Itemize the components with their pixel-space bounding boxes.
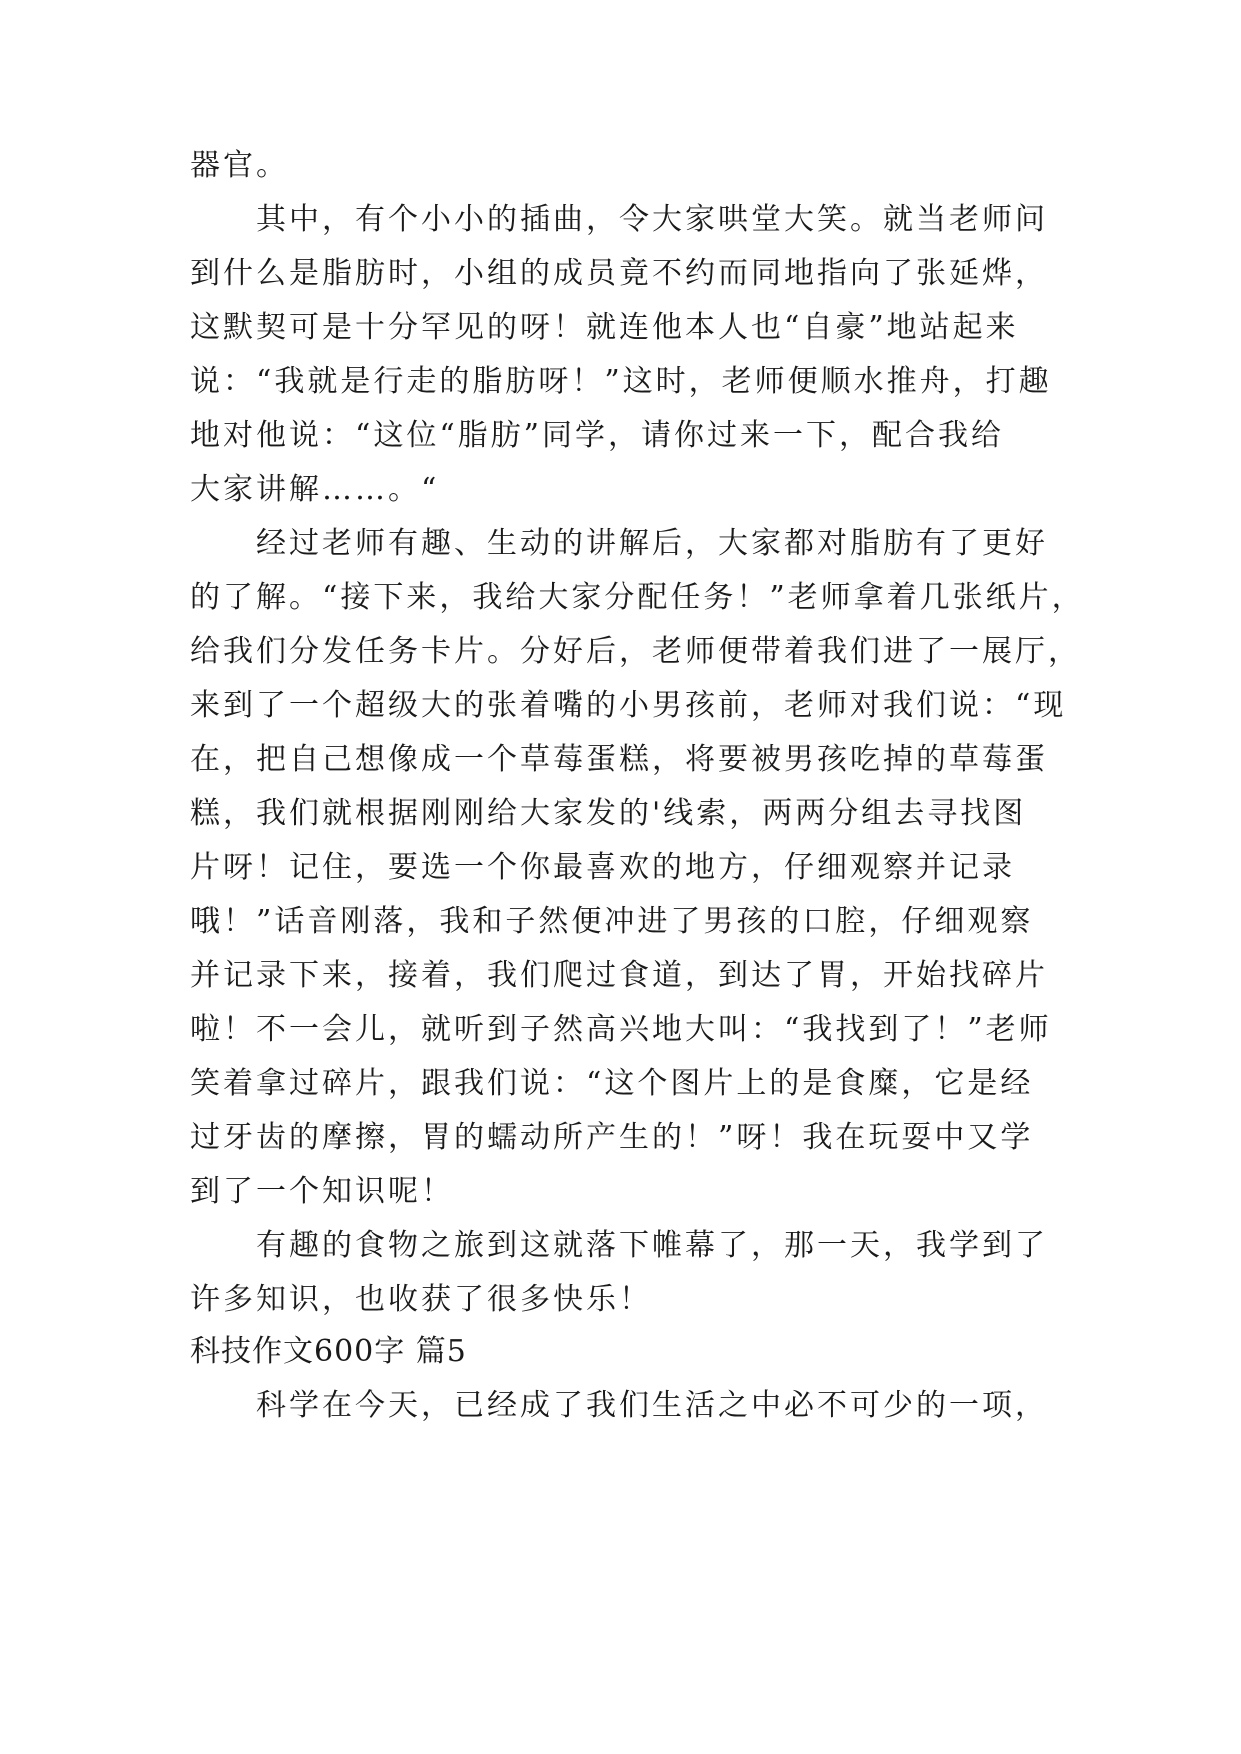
text-line: 笑着拿过碎片，跟我们说：“这个图片上的是食糜，它是经	[190, 1066, 1034, 1101]
text-line: 其中，有个小小的插曲，令大家哄堂大笑。就当老师问	[256, 202, 1048, 237]
text-line: 哦！”话音刚落，我和子然便冲进了男孩的口腔，仔细观察	[190, 904, 1034, 939]
text-line: 来到了一个超级大的张着嘴的小男孩前，老师对我们说：“现	[190, 688, 1067, 723]
text-line: 器官。	[190, 148, 289, 183]
text-line: 大家讲解……。“	[190, 472, 440, 507]
section-heading: 科技作文600字 篇5	[190, 1334, 467, 1369]
text-line: 地对他说：“这位“脂肪”同学，请你过来一下，配合我给	[190, 418, 1005, 453]
text-line: 过牙齿的摩擦，胃的蠕动所产生的！”呀！我在玩耍中又学	[190, 1120, 1034, 1155]
text-line: 到什么是脂肪时，小组的成员竟不约而同地指向了张延烨，	[190, 256, 1048, 291]
text-line: 给我们分发任务卡片。分好后，老师便带着我们进了一展厅，	[190, 634, 1081, 669]
text-line: 科学在今天，已经成了我们生活之中必不可少的一项，	[256, 1388, 1048, 1423]
text-line: 这默契可是十分罕见的呀！就连他本人也“自豪”地站起来	[190, 310, 1019, 345]
text-line: 说：“我就是行走的脂肪呀！”这时，老师便顺水推舟，打趣	[190, 364, 1052, 399]
text-line: 经过老师有趣、生动的讲解后，大家都对脂肪有了更好	[256, 526, 1048, 561]
text-line: 许多知识，也收获了很多快乐！	[190, 1282, 652, 1317]
text-line: 并记录下来，接着，我们爬过食道，到达了胃，开始找碎片	[190, 958, 1048, 993]
text-line: 的了解。“接下来，我给大家分配任务！”老师拿着几张纸片，	[190, 580, 1085, 615]
text-line: 啦！不一会儿，就听到子然高兴地大叫：“我找到了！”老师	[190, 1012, 1052, 1047]
text-line: 有趣的食物之旅到这就落下帷幕了，那一天，我学到了	[256, 1228, 1048, 1263]
text-line: 糕，我们就根据刚刚给大家发的'线索，两两分组去寻找图	[190, 796, 1027, 831]
text-line: 到了一个知识呢！	[190, 1174, 454, 1209]
text-line: 在，把自己想像成一个草莓蛋糕，将要被男孩吃掉的草莓蛋	[190, 742, 1048, 777]
text-line: 片呀！记住，要选一个你最喜欢的地方，仔细观察并记录	[190, 850, 1015, 885]
